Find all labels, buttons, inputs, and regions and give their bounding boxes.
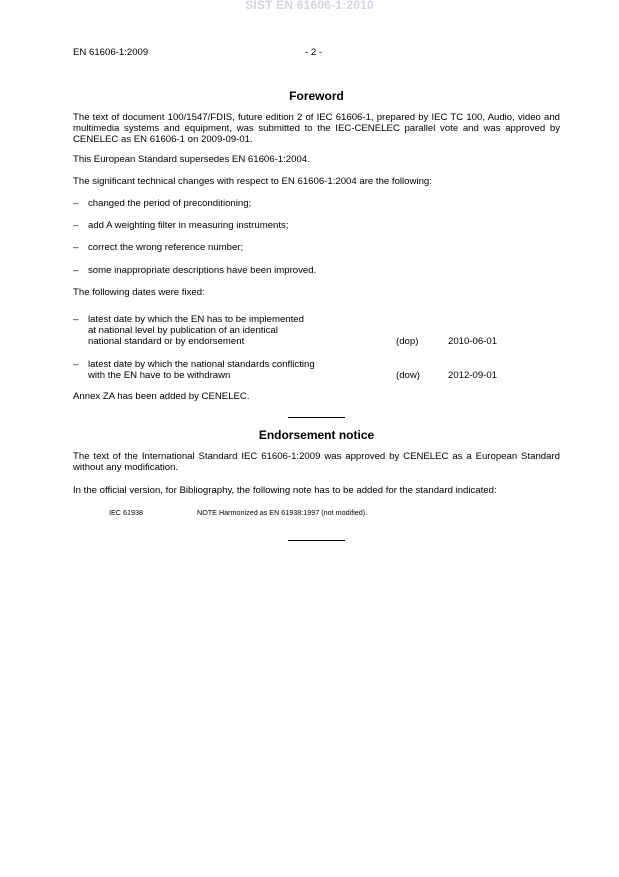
foreword-paragraph-3: The significant technical changes with respect to EN 61606-1:2004 are the following: [73,175,432,187]
date-entry-line: at national level by publication of an identical [88,325,278,337]
section-divider [288,540,345,541]
dash-bullet: – [73,242,79,254]
watermark: SIST EN 61606-1:2010 [245,0,374,12]
bibliography-note [73,508,560,518]
date-entry-line: national standard or by endorsement [88,336,245,348]
date-value: 2012-09-01 [448,369,498,381]
dash-bullet: – [73,314,79,326]
note-text: NOTE Harmonized as EN 61938:1997 (not modified). [197,507,368,517]
foreword-title: Foreword [289,89,344,103]
date-entry-line: latest date by which the EN has to be implemented [88,314,304,326]
foreword-paragraph-2: This European Standard supersedes EN 61606-1:2004. [73,153,310,165]
endorsement-paragraph-1: The text of the International Standard IEC 61606-1:2009 was approved by CENELEC as a European Standard without any modification. [73,451,560,474]
date-entry-line: with the EN have to be withdrawn [88,369,231,381]
dash-bullet: – [73,358,79,370]
dash-bullet: – [73,198,79,210]
list-item [73,265,560,276]
endorsement-title: Endorsement notice [258,428,375,443]
page-number: - 2 - [304,47,323,58]
date-entry-dop [73,314,560,348]
annex-note: Annex ZA has been added by CENELEC. [73,391,250,403]
list-item-text: some inappropriate descriptions have been improved. [88,264,317,276]
date-entry-dow [73,359,560,381]
endorsement-paragraph-2: In the official version, for Bibliography, the following note has to be added for the standard indicated: [73,484,497,496]
dash-bullet: – [73,264,79,276]
note-standard: IEC 61938 [109,507,143,517]
list-item-text: changed the period of preconditioning; [88,198,252,210]
page-body [73,89,560,541]
list-item [73,198,560,209]
date-entry-line: latest date by which the national standards conflicting [88,358,315,370]
date-code: (dop) [396,336,419,348]
date-code: (dow) [396,369,420,381]
list-item [73,220,560,231]
document-id: EN 61606-1:2009 [73,47,149,58]
list-item [73,242,560,253]
list-item-text: add A weighting filter in measuring instruments; [88,220,289,232]
date-value: 2010-06-01 [448,336,498,348]
list-item-text: correct the wrong reference number; [88,242,244,254]
dates-intro: The following dates were fixed: [73,286,205,298]
dash-bullet: – [73,220,79,232]
foreword-paragraph-1: The text of document 100/1547/FDIS, future edition 2 of IEC 61606-1, prepared by IEC TC 100, Audio, video and multimedia systems and equipment, was submitted to the IEC-CENELEC parallel vote and was approved by CENELEC as EN 61606-1 on 2009-09-01. [73,112,560,146]
